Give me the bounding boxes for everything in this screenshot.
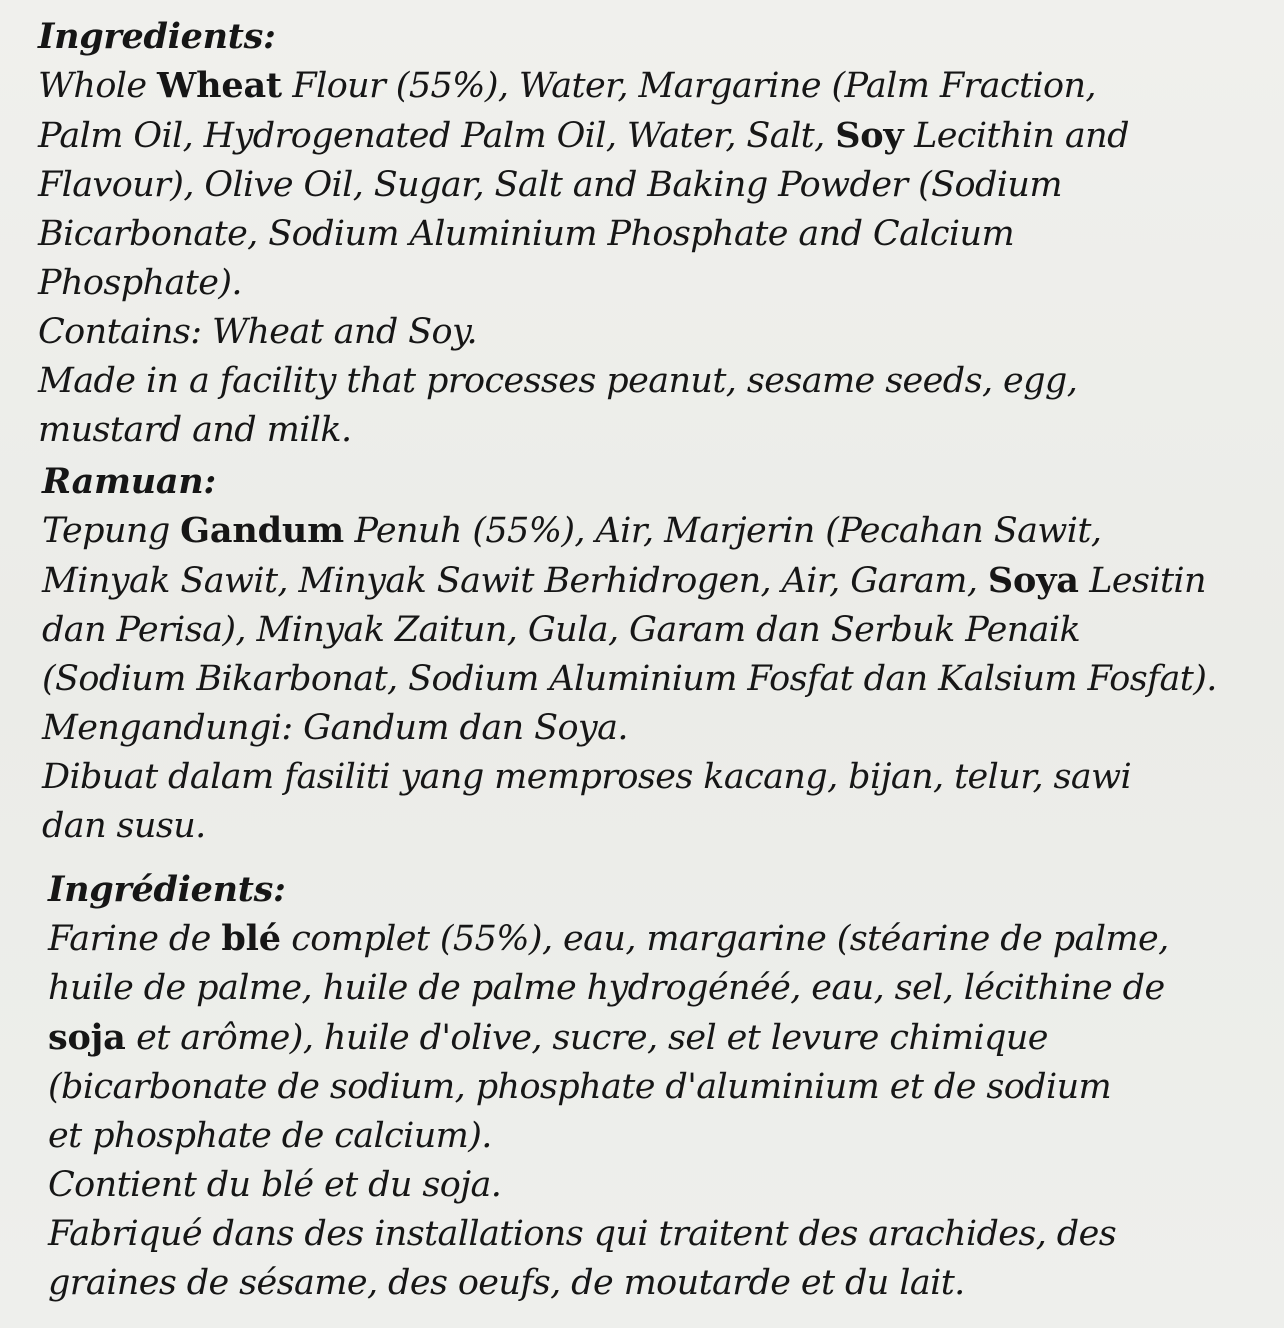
ingredients-line: [38, 259, 1244, 308]
ingredients-line: [48, 1013, 1244, 1063]
ingredients-line: [38, 210, 1244, 259]
ingredients-line: [42, 506, 1244, 556]
allergen-wheat: Wheat: [157, 65, 282, 106]
contains-statement: Contains: Wheat and Soy.: [38, 312, 478, 352]
ingredients-text-segment: Phosphate).: [38, 263, 242, 303]
ingredients-text-segment: Minyak Sawit, Minyak Sawit Berhidrogen, Air, Garam,: [42, 561, 988, 601]
ingredients-text-segment: (Sodium Bikarbonat, Sodium Aluminium Fosfat dan Kalsium Fosfat).: [42, 659, 1217, 699]
facility-statement: mustard and milk.: [38, 410, 352, 450]
ingredients-line: [38, 61, 1244, 111]
section-heading-malay: Ramuan:: [42, 461, 216, 502]
ingredients-text-segment: Lecithin and: [903, 116, 1129, 156]
section-english: [38, 12, 1244, 455]
ingredients-line: [42, 556, 1244, 606]
ingredients-text-segment: Whole: [38, 66, 158, 106]
ingredients-text-segment: Bicarbonate, Sodium Aluminium Phosphate and Calcium: [38, 214, 1015, 254]
section-body-english: [38, 61, 1244, 455]
section-heading-english: Ingredients:: [38, 16, 276, 57]
allergen-ble: blé: [221, 918, 281, 959]
ingredients-text-segment: Penuh (55%), Air, Marjerin (Pecahan Sawit,: [343, 511, 1102, 551]
ingredients-text-segment: Palm Oil, Hydrogenated Palm Oil, Water, Salt,: [38, 116, 836, 156]
allergen-soya: Soya: [987, 560, 1079, 601]
ingredients-text-segment: Flavour), Olive Oil, Sugar, Salt and Baking Powder (Sodium: [38, 165, 1062, 205]
facility-statement: graines de sésame, des oeufs, de moutarde et du lait.: [48, 1263, 965, 1303]
allergen-soja: soja: [48, 1017, 126, 1058]
ingredients-text-segment: complet (55%), eau, margarine (stéarine de palme,: [280, 919, 1169, 959]
section-body-malay: [42, 506, 1244, 851]
ingredients-line: [48, 964, 1244, 1013]
allergen-soy: Soy: [835, 115, 904, 156]
section-french: [38, 865, 1244, 1308]
ingredients-line: [42, 655, 1244, 704]
ingredients-text-segment: Tepung: [42, 511, 181, 551]
section-heading-french: Ingrédients:: [48, 869, 286, 910]
section-malay: [38, 457, 1244, 851]
facility-statement: dan susu.: [42, 806, 206, 846]
ingredients-text-segment: huile de palme, huile de palme hydrogénéé, eau, sel, lécithine de: [48, 968, 1165, 1008]
ingredients-line: [48, 1063, 1244, 1112]
ingredients-text-segment: dan Perisa), Minyak Zaitun, Gula, Garam dan Serbuk Penaik: [42, 610, 1081, 650]
ingredients-text-segment: et phosphate de calcium).: [48, 1116, 492, 1156]
ingredients-line: [38, 161, 1244, 210]
ingredients-text-segment: (bicarbonate de sodium, phosphate d'aluminium et de sodium: [48, 1067, 1112, 1107]
ingredients-line: [48, 1112, 1244, 1161]
ingredients-line: [48, 914, 1244, 964]
allergen-gandum: Gandum: [180, 510, 344, 551]
ingredients-text-segment: Farine de: [48, 919, 222, 959]
section-body-french: [48, 914, 1244, 1308]
ingredients-line: [42, 606, 1244, 655]
ingredients-line: [38, 111, 1244, 161]
facility-statement: Dibuat dalam fasiliti yang memproses kacang, bijan, telur, sawi: [42, 757, 1132, 797]
contains-statement: Mengandungi: Gandum dan Soya.: [42, 708, 628, 748]
contains-statement: Contient du blé et du soja.: [48, 1165, 502, 1205]
facility-statement: Fabriqué dans des installations qui traitent des arachides, des: [48, 1214, 1117, 1254]
ingredients-text-segment: Flour (55%), Water, Margarine (Palm Fraction,: [281, 66, 1096, 106]
ingredients-text-segment: et arôme), huile d'olive, sucre, sel et levure chimique: [125, 1018, 1048, 1058]
facility-statement: Made in a facility that processes peanut, sesame seeds, egg,: [38, 361, 1078, 401]
ingredients-text-segment: Lesitin: [1078, 561, 1206, 601]
